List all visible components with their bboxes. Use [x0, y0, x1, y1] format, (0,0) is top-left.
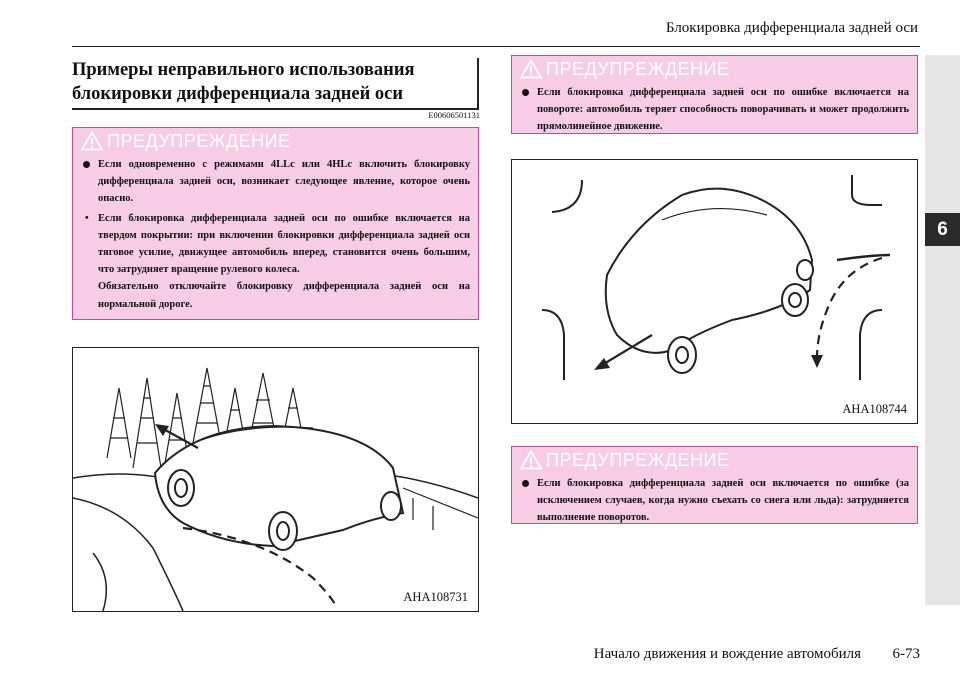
footer-text: Начало движения и вождение автомобиля	[593, 646, 861, 662]
warning-triangle-icon	[520, 59, 542, 79]
section-title: Примеры неправильного использования блокировки дифференциала задней оси	[72, 60, 415, 104]
bullet-icon	[522, 89, 529, 96]
warning-text: Если блокировка дифференциала задней оси включается по ошибке (за исключением случаев, когда нужно съехать со снега или льда): затрудняется выполнение поворотов.	[537, 478, 909, 524]
warning-box-3	[511, 446, 918, 524]
warning-note: Обязательно отключайте блокировку дифференциала задней оси на нормальной дороге.	[98, 281, 470, 310]
car-forest-road-illustration	[73, 348, 478, 611]
page-number: 6-73	[892, 646, 920, 662]
warning-triangle-icon	[520, 450, 542, 470]
warning-item	[520, 84, 909, 136]
warning-item	[81, 156, 470, 208]
figure-1	[72, 347, 479, 612]
bullet-icon	[83, 161, 90, 168]
section-code: E00606501131	[428, 110, 480, 120]
chapter-number: 6	[925, 213, 960, 246]
figure-code: AHA108731	[403, 590, 468, 604]
page-footer	[540, 646, 920, 663]
warning-body	[73, 154, 478, 319]
bullet-icon	[522, 480, 529, 487]
header-rule	[72, 46, 920, 47]
running-head: Блокировка дифференциала задней оси	[665, 20, 918, 36]
warning-subtext: Если блокировка дифференциала задней оси по ошибке включается на твердом покрытии: при включении блокировки дифференциала задней оси тяговое усилие, движущее автомобиль вперед, становится очень большим, что затрудняет вращение рулевого колеса.	[98, 212, 470, 276]
warning-subitem	[81, 210, 470, 279]
warning-triangle-icon	[81, 131, 103, 151]
warning-text: Если блокировка дифференциала задней оси по ошибке включается на повороте: автомобиль теряет способность поворачивать и может продолжить прямолинейное движение.	[537, 87, 909, 133]
warning-text: Если одновременно с режимами 4LLc или 4HLc включить блокировку дифференциала задней оси, возникает следующее явление, которое очень опасно.	[98, 159, 470, 205]
section-title-border	[477, 58, 479, 110]
figure-code: AHA108744	[842, 402, 907, 416]
car-turn-illustration	[512, 160, 917, 423]
warning-box-2	[511, 55, 918, 134]
warning-header	[512, 447, 917, 473]
warning-item	[520, 475, 909, 527]
dot-bullet-icon: •	[85, 212, 89, 224]
warning-label: ПРЕДУПРЕЖДЕНИЕ	[546, 58, 730, 79]
warning-body	[512, 473, 917, 533]
warning-box-1	[72, 127, 479, 320]
warning-label: ПРЕДУПРЕЖДЕНИЕ	[546, 449, 730, 470]
warning-body	[512, 82, 917, 142]
chapter-tab	[925, 55, 960, 605]
warning-label: ПРЕДУПРЕЖДЕНИЕ	[107, 130, 291, 151]
figure-2	[511, 159, 918, 424]
warning-header	[73, 128, 478, 154]
warning-header	[512, 56, 917, 82]
